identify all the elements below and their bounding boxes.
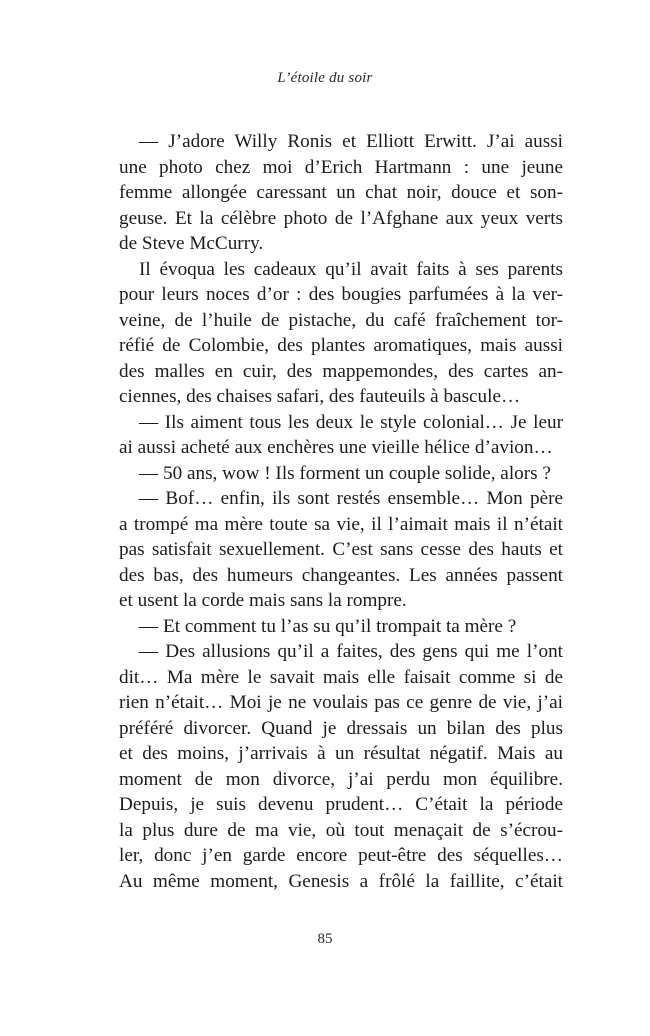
text-line: femme allongée caressant un chat noir, douce et son- bbox=[119, 182, 563, 203]
running-head: L’étoile du soir bbox=[277, 70, 373, 86]
text-line: Au même moment, Genesis a frôlé la faillite, c’était bbox=[119, 870, 563, 892]
text-line: ciennes, des chaises safari, des fauteuils à bascule… bbox=[119, 386, 521, 407]
text-line: — Ils aiment tous les deux le style colonial… Je leur bbox=[139, 411, 563, 433]
text-line: — J’adore Willy Ronis et Elliott Erwitt. J’ai aussi bbox=[139, 131, 563, 152]
text-line: dit… Ma mère le savait mais elle faisait comme si de bbox=[119, 666, 563, 688]
text-line: et des moins, j’arrivais à un résultat négatif. Mais au bbox=[119, 743, 563, 764]
text-line: pas satisfait sexuellement. C’est sans cesse des hauts et bbox=[119, 539, 563, 560]
text-line: une photo chez moi d’Erich Hartmann : une jeune bbox=[119, 156, 563, 178]
text-line: ai aussi acheté aux enchères une vieille hélice d’avion… bbox=[119, 437, 553, 458]
text-line: ler, donc j’en garde encore peut-être des séquelles… bbox=[119, 845, 563, 866]
page-number: 85 bbox=[317, 931, 333, 947]
paragraph bbox=[119, 461, 563, 487]
paragraph bbox=[119, 639, 563, 894]
body-text bbox=[119, 129, 563, 894]
text-line: et usent la corde mais sans la rompre. bbox=[119, 590, 407, 611]
text-line: moment de mon divorce, j’ai perdu mon équilibre. bbox=[119, 768, 563, 790]
text-line: — Et comment tu l’as su qu’il trompait ta mère ? bbox=[139, 615, 517, 637]
text-line: — Des allusions qu’il a faites, des gens qui me l’ont bbox=[139, 641, 563, 662]
text-line: — 50 ans, wow ! Ils forment un couple solide, alors ? bbox=[139, 462, 551, 484]
text-line: Il évoqua les cadeaux qu’il avait faits à ses parents bbox=[139, 258, 563, 280]
text-line: a trompé ma mère toute sa vie, il l’aimait mais il n’était bbox=[119, 513, 563, 535]
text-line: Depuis, je suis devenu prudent… C’était la période bbox=[119, 794, 563, 815]
text-line: réfié de Colombie, des plantes aromatiques, mais aussi bbox=[119, 335, 563, 356]
paragraph bbox=[119, 257, 563, 410]
paragraph bbox=[119, 614, 563, 640]
text-line: des malles en cuir, des mappemondes, des cartes an- bbox=[119, 360, 563, 382]
text-line: préféré divorcer. Quand je dressais un bilan des plus bbox=[119, 717, 563, 739]
text-line: des bas, des humeurs changeantes. Les années passent bbox=[119, 564, 563, 586]
paragraph bbox=[119, 410, 563, 461]
paragraph bbox=[119, 486, 563, 614]
text-line: veine, de l’huile de pistache, du café fraîchement tor- bbox=[119, 309, 563, 331]
text-line: geuse. Et la célèbre photo de l’Afghane aux yeux verts bbox=[119, 207, 563, 229]
text-line: — Bof… enfin, ils sont restés ensemble… Mon père bbox=[139, 488, 563, 509]
text-line: de Steve McCurry. bbox=[119, 233, 264, 254]
text-line: pour leurs noces d’or : des bougies parfumées à la ver- bbox=[119, 284, 563, 305]
text-line: rien n’était… Moi je ne voulais pas ce genre de vie, j’ai bbox=[119, 692, 563, 713]
text-line: la plus dure de ma vie, où tout menaçait de s’écrou- bbox=[119, 819, 563, 841]
paragraph bbox=[119, 129, 563, 257]
